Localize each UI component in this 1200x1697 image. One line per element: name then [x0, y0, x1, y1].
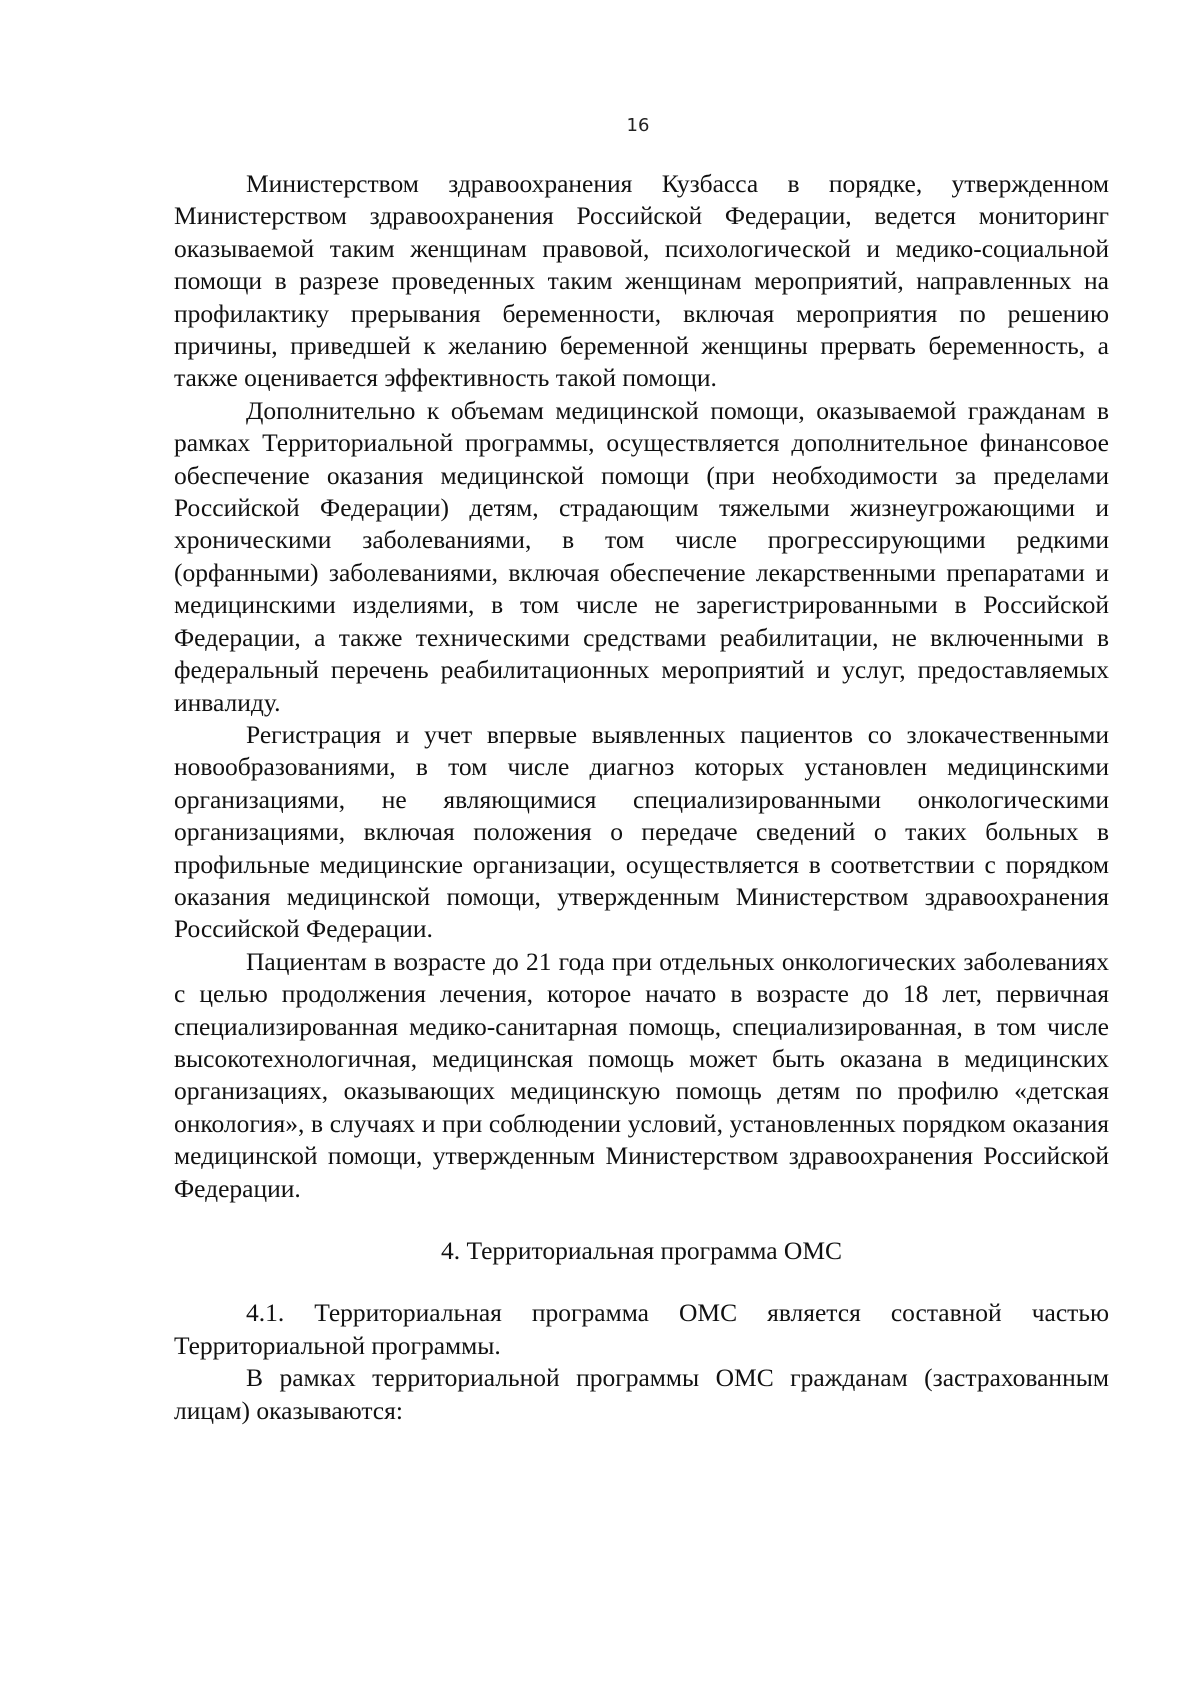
paragraph-continuation: Министерством здравоохранения Кузбасса в порядке, утвержденном Министерством здравоохранения Российской Федерации, ведется мониторинг оказываемой таким женщинам правовой, психологической и медико-социальной помощи в разрезе проведенных таким женщинам мероприятий, направленных на профилактику прерывания беременности, включая мероприятия по решению причины, приведшей к желанию беременной женщины прервать беременность, а также оценивается эффективность такой помощи.	[174, 169, 1109, 393]
section-heading: 4. Территориальная программа ОМС	[440, 1236, 843, 1265]
paragraph-additional-financing: Дополнительно к объемам медицинской помощи, оказываемой гражданам в рамках Территориальной программы, осуществляется дополнительное финансовое обеспечение оказания медицинской помощи (при необходимости за пределами Российской Федерации) детям, страдающим тяжелыми жизнеугрожающими и хроническими заболеваниями, в том числе прогрессирующими редкими (орфанными) заболеваниями, включая обеспечение лекарственными препаратами и медицинскими изделиями, в том числе не зарегистрированными в Российской Федерации, а также техническими средствами реабилитации, не включенными в федеральный перечень реабилитационных мероприятий и услуг, предоставляемых инвалиду.	[174, 395, 1109, 717]
paragraph-oncology-registration: Регистрация и учет впервые выявленных пациентов со злокачественными новообразованиями, в том числе диагноз которых установлен медицинскими организациями, не являющимися специализированными онкологическими организациями, включая положения о передаче сведений о таких больных в профильные медицинские организации, осуществляется в соответствии с порядком оказания медицинской помощи, утвержденным Министерством здравоохранения Российской Федерации.	[174, 719, 1109, 944]
paragraph-oms-services: В рамках территориальной программы ОМС гражданам (застрахованным лицам) оказываются:	[174, 1363, 1109, 1425]
document-body	[174, 168, 1109, 1427]
paragraph-pediatric-oncology: Пациентам в возрасте до 21 года при отдельных онкологических заболеваниях с целью продолжения лечения, которое начато в возрасте до 18 лет, первичная специализированная медико-санитарная помощь, специализированная, в том числе высокотехнологичная, медицинская помощь может быть оказана в медицинских организациях, оказывающих медицинскую помощь детям по профилю «детская онкология», в случаях и при соблюдении условий, установленных порядком оказания медицинской помощи, утвержденным Министерством здравоохранения Российской Федерации.	[174, 946, 1109, 1203]
paragraph-oms-part: 4.1. Территориальная программа ОМС является составной частью Территориальной программы.	[174, 1298, 1109, 1360]
page-number: 16	[626, 115, 650, 136]
